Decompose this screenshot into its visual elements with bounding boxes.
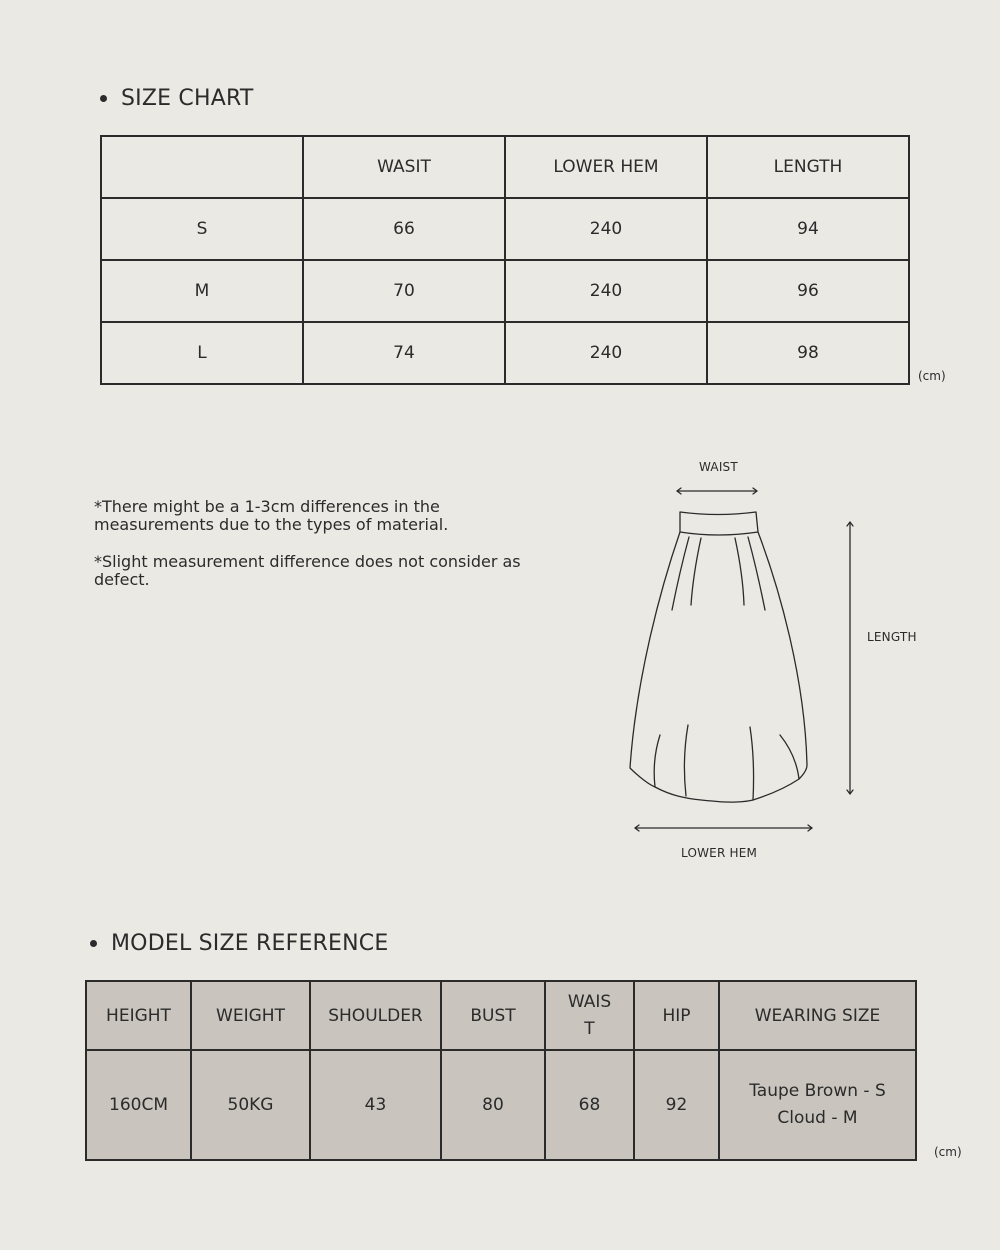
wearing-size-line: Taupe Brown - S [749,1081,886,1101]
header-cell: HEIGHT [86,981,191,1050]
note-defect: *Slight measurement difference does not consider as defect. [94,552,521,589]
header-cell: LENGTH [707,136,909,198]
table-cell: 160CM [86,1050,191,1160]
waist-header-line: WAIS [567,991,612,1012]
header-cell: BUST [441,981,545,1050]
table-cell: 240 [505,198,707,260]
table-cell: 240 [505,260,707,322]
table-cell: 68 [545,1050,634,1160]
wearing-size-line: Cloud - M [777,1108,858,1128]
table-cell [719,1050,916,1160]
table-cell: 70 [303,260,505,322]
lower-hem-arrow [635,825,812,831]
table-cell: 80 [441,1050,545,1160]
bullet-icon [90,940,97,947]
skirt-illustration [630,512,807,802]
header-cell [545,981,634,1050]
table-cell: S [101,198,303,260]
waist-label: WAIST [699,460,738,474]
header-cell: WEARING SIZE [719,981,916,1050]
table-header-row [86,981,916,1050]
table-row [86,1050,916,1160]
model-unit: (cm) [934,1145,962,1159]
table-cell: 92 [634,1050,719,1160]
header-cell: HIP [634,981,719,1050]
size-chart-unit: (cm) [918,369,946,383]
model-heading [90,931,388,956]
header-cell: WEIGHT [191,981,310,1050]
header-cell: LOWER HEM [505,136,707,198]
note-material: *There might be a 1-3cm differences in the measurements due to the types of material. [94,497,449,534]
waist-arrow [677,488,757,494]
size-chart-title: SIZE CHART [121,86,254,111]
table-cell: 98 [707,322,909,384]
table-cell: 240 [505,322,707,384]
waist-header-line: T [584,1018,595,1039]
table-cell: 50KG [191,1050,310,1160]
model-size-table [85,980,917,1161]
table-cell: 66 [303,198,505,260]
table-cell: 96 [707,260,909,322]
header-cell: WASIT [303,136,505,198]
length-arrow [847,522,853,794]
table-cell: 94 [707,198,909,260]
table-cell: 43 [310,1050,441,1160]
header-cell: SHOULDER [310,981,441,1050]
lower-hem-label: LOWER HEM [681,846,758,860]
table-cell: 74 [303,322,505,384]
table-cell: L [101,322,303,384]
model-title: MODEL SIZE REFERENCE [111,931,389,956]
table-cell: M [101,260,303,322]
length-label: LENGTH [867,630,917,644]
